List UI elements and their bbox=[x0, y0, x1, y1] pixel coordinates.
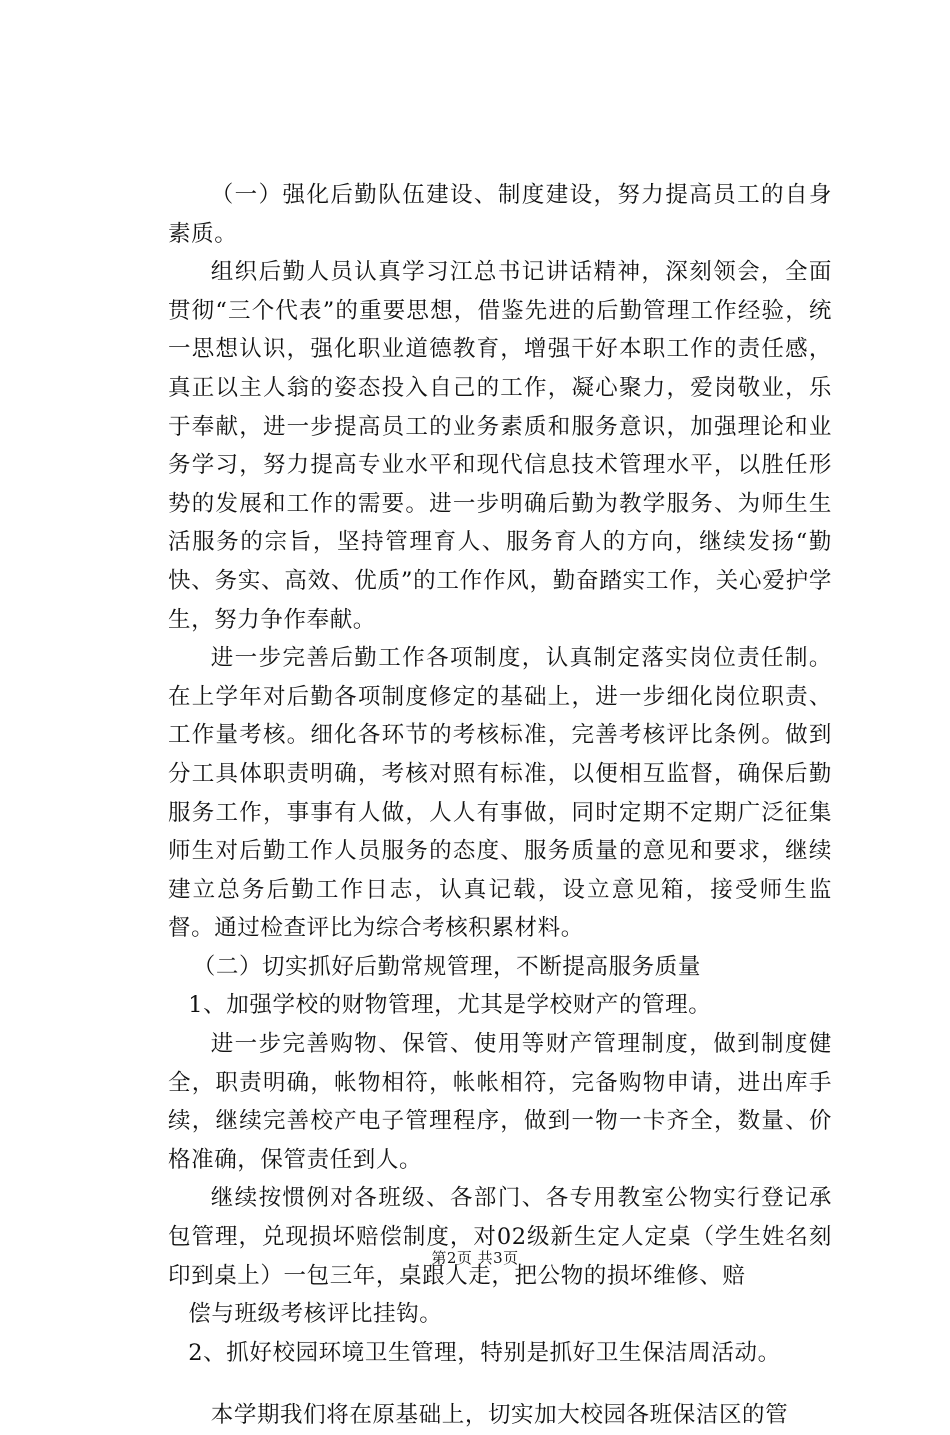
body-paragraph: 组织后勤人员认真学习江总书记讲话精神，深刻领会，全面贯彻“三个代表”的重要思想，借鉴先进的后勤管理工作经验，统一思想认识，强化职业道德教育，增强干好本职工作的责任感，真正以主人翁的姿态投入自己的工作，凝心聚力，爱岗敬业，乐于奉献，进一步提高员工的业务素质和服务意识，加强理论和业务学习，努力提高专业水平和现代信息技术管理水平，以胜任形势的发展和工作的需要。进一步明确后勤为教学服务、为师生生活服务的宗旨，坚持管理育人、服务育人的方向，继续发扬“勤快、务实、高效、优质”的工作作风，勤奋踏实工作，关心爱护学生，努力争作奉献。 bbox=[168, 259, 832, 633]
body-paragraph: 进一步完善购物、保管、使用等财产管理制度，做到制度健全，职责明确，帐物相符，帐帐相符，完备购物申请，进出库手续，继续完善校产电子管理程序，做到一物一卡齐全，数量、价格准确，保管责任到人。 bbox=[168, 1031, 832, 1173]
body-paragraph: 本学期我们将在原基础上，切实加大校园各班保洁区的管 bbox=[210, 1402, 789, 1429]
body-paragraph-continuation: 偿与班级考核评比挂钩。 bbox=[188, 1301, 443, 1328]
paragraph-gap bbox=[168, 1372, 832, 1396]
subsection-heading-1: 1、加强学校的财物管理，尤其是学校财产的管理。 bbox=[188, 992, 712, 1019]
section-heading-1: （一）强化后勤队伍建设、制度建设，努力提高员工的自身素质。 bbox=[168, 182, 832, 247]
section-heading-2: （二）切实抓好后勤常规管理，不断提高服务质量 bbox=[192, 953, 701, 980]
body-paragraph: 继续按惯例对各班级、各部门、各专用教室公物实行登记承包管理，兑现损坏赔偿制度，对02级新生定人定桌（学生姓名刻印到桌上）一包三年，桌跟人走，把公物的损坏维修、赔 bbox=[168, 1185, 832, 1289]
page-number-footer: 第2页 共3页 bbox=[431, 1249, 519, 1267]
subsection-heading-2: 2、抓好校园环境卫生管理，特别是抓好卫生保洁周活动。 bbox=[188, 1339, 781, 1366]
body-paragraph: 进一步完善后勤工作各项制度，认真制定落实岗位责任制。在上学年对后勤各项制度修定的基础上，进一步细化岗位职责、工作量考核。细化各环节的考核标准，完善考核评比条例。做到分工具体职责明确，考核对照有标准，以便相互监督，确保后勤服务工作，事事有人做，人人有事做，同时定期不定期广泛征集师生对后勤工作人员服务的态度、服务质量的意见和要求，继续建立总务后勤工作日志，认真记载，设立意见箱，接受师生监督。通过检查评比为综合考核积累材料。 bbox=[168, 645, 832, 942]
